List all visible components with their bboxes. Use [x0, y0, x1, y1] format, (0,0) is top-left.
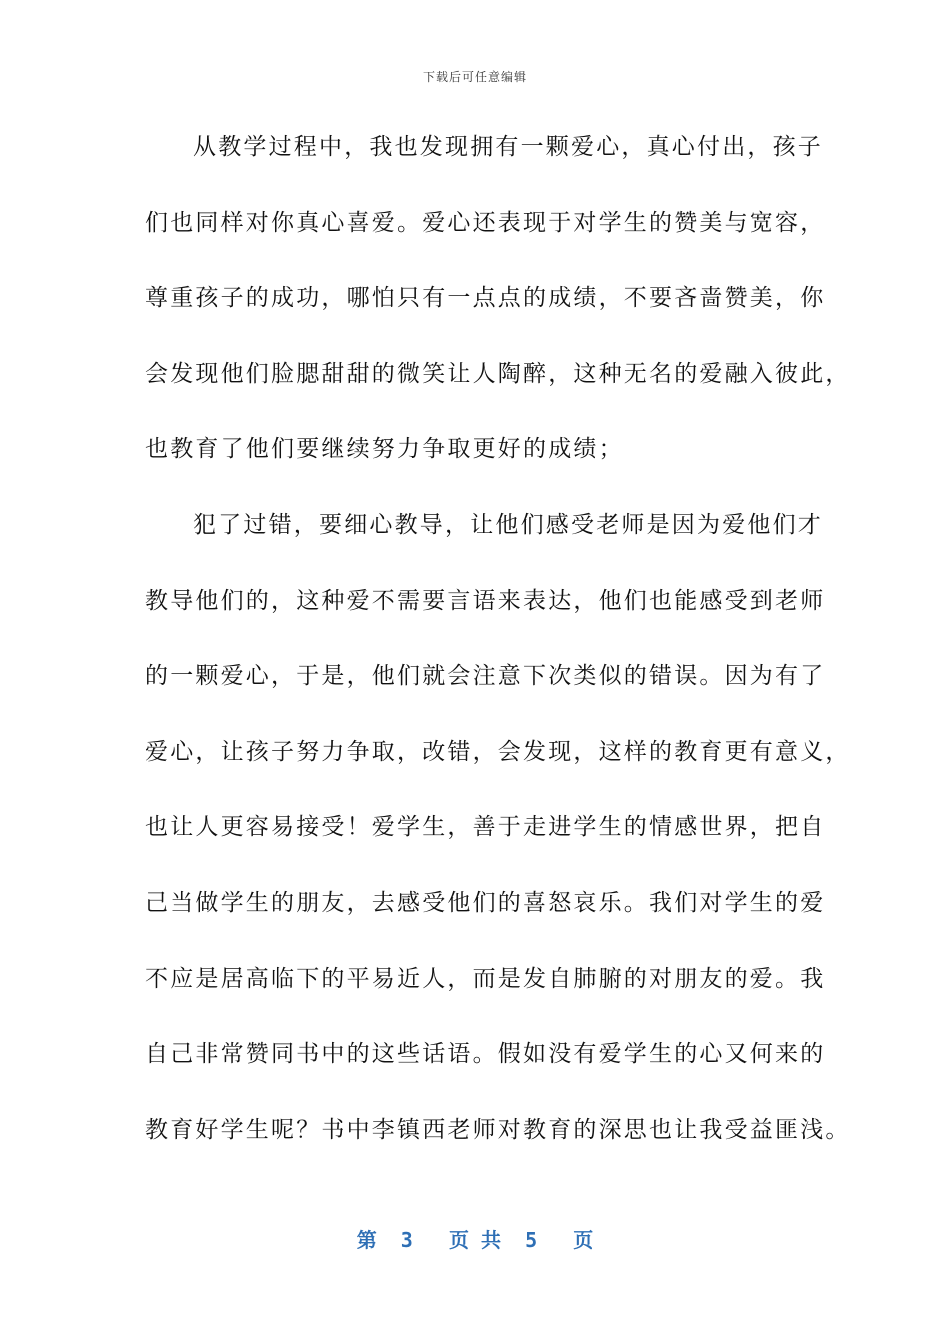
paragraph-line: 自己非常赞同书中的这些话语。假如没有爱学生的心又何来的	[145, 1041, 826, 1068]
paragraph-line: 的一颗爱心，于是，他们就会注意下次类似的错误。因为有了	[145, 663, 826, 690]
paragraph-line: 尊重孩子的成功，哪怕只有一点点的成绩，不要吝啬赞美，你	[145, 285, 826, 312]
paragraph-line: 教导他们的，这种爱不需要言语来表达，他们也能感受到老师	[145, 587, 826, 614]
paragraph-line: 们也同样对你真心喜爱。爱心还表现于对学生的赞美与宽容，	[145, 209, 826, 236]
paragraph-line: 爱心，让孩子努力争取，改错，会发现，这样的教育更有意义，	[145, 738, 851, 765]
paragraph-line: 从教学过程中，我也发现拥有一颗爱心，真心付出，孩子	[193, 134, 823, 160]
paragraph-line: 教育好学生呢？书中李镇西老师对教育的深思也让我受益匪浅。	[145, 1116, 851, 1143]
paragraph-line: 也教育了他们要继续努力争取更好的成绩；	[145, 436, 624, 463]
paragraph-line: 己当做学生的朋友，去感受他们的喜怒哀乐。我们对学生的爱	[145, 889, 826, 916]
paragraph-line: 犯了过错，要细心教导，让他们感受老师是因为爱他们才	[193, 511, 823, 538]
body-text	[145, 123, 851, 1181]
page-header: 下载后可任意编辑	[422, 70, 527, 84]
paragraph-line: 不应是居高临下的平易近人，而是发自肺腑的对朋友的爱。我	[145, 965, 826, 992]
paragraph-line: 会发现他们脸腮甜甜的微笑让人陶醉，这种无名的爱融入彼此，	[145, 360, 851, 387]
page-number-footer: 第 3 页 共 5 页	[356, 1228, 594, 1252]
paragraph-line: 也让人更容易接受！爱学生，善于走进学生的情感世界，把自	[145, 814, 826, 841]
